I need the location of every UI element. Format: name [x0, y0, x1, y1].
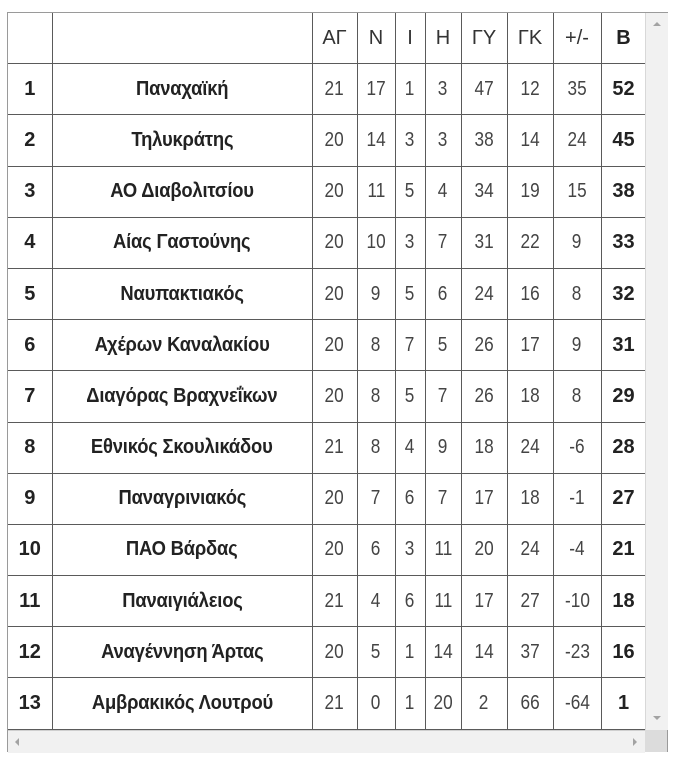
draws-cell-text: 6 — [405, 487, 415, 510]
table-row — [8, 217, 645, 268]
points-cell: 31 — [601, 320, 645, 371]
position-cell: 12 — [8, 627, 52, 678]
wins-cell-text: 11 — [367, 180, 385, 203]
scrollbar-corner — [645, 730, 667, 752]
draws-cell-text: 5 — [405, 384, 415, 407]
team-name-cell — [52, 627, 312, 678]
position-cell: 2 — [8, 115, 52, 166]
losses-cell — [425, 268, 461, 319]
wins-cell — [357, 576, 395, 627]
played-cell — [312, 320, 357, 371]
points-cell: 52 — [601, 64, 645, 115]
draws-cell — [395, 576, 425, 627]
goal-difference-cell — [553, 678, 601, 729]
goals-against-cell — [507, 371, 553, 422]
losses-cell — [425, 166, 461, 217]
wins-cell-text: 9 — [371, 282, 381, 305]
played-cell — [312, 166, 357, 217]
wins-cell-text: 10 — [366, 231, 386, 254]
table-row — [8, 627, 645, 678]
played-cell-text: 20 — [324, 487, 345, 510]
draws-cell-text: 3 — [405, 538, 415, 561]
team-name-cell — [52, 576, 312, 627]
standings-table-container — [7, 12, 668, 752]
scroll-right-arrow-icon[interactable] — [633, 738, 637, 746]
team-name-cell — [52, 320, 312, 371]
draws-cell-text: 1 — [405, 77, 415, 100]
goals-against-cell — [507, 166, 553, 217]
goals-for-cell — [461, 576, 507, 627]
goals-against-cell-text: 24 — [520, 538, 540, 561]
played-cell — [312, 473, 357, 524]
header-played: ΑΓ — [312, 13, 357, 64]
goal-difference-cell — [553, 115, 601, 166]
goal-difference-cell — [553, 166, 601, 217]
draws-cell-text: 1 — [405, 692, 415, 715]
team-name-cell-text: Αίας Γαστούνης — [113, 231, 251, 254]
goals-against-cell-text: 19 — [520, 180, 540, 203]
goal-difference-cell — [553, 371, 601, 422]
wins-cell — [357, 371, 395, 422]
table-row — [8, 268, 645, 319]
played-cell-text: 21 — [324, 589, 345, 612]
goals-for-cell — [461, 217, 507, 268]
team-name-cell-text: ΑΟ Διαβολιτσίου — [110, 180, 254, 203]
draws-cell-text: 3 — [405, 231, 415, 254]
goals-for-cell-text: 18 — [474, 436, 494, 459]
position-cell: 8 — [8, 422, 52, 473]
points-cell: 1 — [601, 678, 645, 729]
goal-difference-cell-text: 8 — [572, 282, 582, 305]
losses-cell-text: 7 — [438, 384, 448, 407]
draws-cell — [395, 678, 425, 729]
goals-against-cell — [507, 473, 553, 524]
goals-against-cell-text: 37 — [520, 640, 540, 663]
played-cell-text: 20 — [324, 282, 345, 305]
goals-for-cell — [461, 678, 507, 729]
goals-for-cell — [461, 64, 507, 115]
played-cell — [312, 217, 357, 268]
team-name-cell-text: Παναγρινιακός — [118, 487, 246, 510]
header-row — [8, 13, 645, 64]
losses-cell — [425, 627, 461, 678]
losses-cell-text: 3 — [438, 128, 448, 151]
losses-cell-text: 11 — [434, 589, 452, 612]
goal-difference-cell-text: -64 — [564, 692, 590, 715]
losses-cell — [425, 371, 461, 422]
losses-cell — [425, 115, 461, 166]
team-name-cell-text: Εθνικός Σκουλικάδου — [91, 436, 273, 459]
goals-against-cell-text: 27 — [520, 589, 540, 612]
losses-cell — [425, 217, 461, 268]
team-name-cell — [52, 422, 312, 473]
draws-cell — [395, 115, 425, 166]
wins-cell — [357, 115, 395, 166]
goals-against-cell — [507, 115, 553, 166]
draws-cell-text: 7 — [405, 333, 415, 356]
wins-cell-text: 4 — [371, 589, 381, 612]
team-name-cell — [52, 524, 312, 575]
goals-against-cell-text: 66 — [520, 692, 540, 715]
draws-cell — [395, 371, 425, 422]
goals-for-cell-text: 17 — [474, 487, 494, 510]
wins-cell — [357, 422, 395, 473]
team-name-cell-text: Τηλυκράτης — [131, 128, 233, 151]
goals-against-cell — [507, 422, 553, 473]
draws-cell — [395, 64, 425, 115]
losses-cell — [425, 524, 461, 575]
played-cell-text: 20 — [324, 538, 345, 561]
team-name-cell-text: Παναιγιάλειος — [121, 589, 243, 612]
goal-difference-cell-text: 24 — [567, 128, 587, 151]
goals-against-cell-text: 14 — [520, 128, 540, 151]
goals-against-cell — [507, 217, 553, 268]
goal-difference-cell-text: -23 — [564, 640, 590, 663]
points-cell: 38 — [601, 166, 645, 217]
goals-against-cell-text: 22 — [520, 231, 540, 254]
goal-difference-cell-text: 9 — [572, 231, 582, 254]
draws-cell-text: 4 — [405, 436, 415, 459]
goals-against-cell — [507, 576, 553, 627]
played-cell-text: 20 — [324, 128, 345, 151]
standings-table — [8, 13, 645, 730]
team-name-cell — [52, 115, 312, 166]
scroll-down-arrow-icon[interactable] — [653, 716, 661, 720]
position-cell: 7 — [8, 371, 52, 422]
goal-difference-cell — [553, 524, 601, 575]
played-cell — [312, 64, 357, 115]
played-cell — [312, 115, 357, 166]
goals-against-cell — [507, 320, 553, 371]
draws-cell — [395, 473, 425, 524]
draws-cell — [395, 627, 425, 678]
goals-against-cell-text: 12 — [520, 77, 540, 100]
goals-for-cell-text: 2 — [479, 692, 489, 715]
goal-difference-cell-text: 15 — [567, 180, 587, 203]
position-cell: 1 — [8, 64, 52, 115]
position-cell: 9 — [8, 473, 52, 524]
draws-cell — [395, 320, 425, 371]
header-wins: Ν — [357, 13, 395, 64]
position-cell: 13 — [8, 678, 52, 729]
table-viewport — [8, 13, 645, 730]
draws-cell — [395, 217, 425, 268]
header-goal-difference: +/- — [553, 13, 601, 64]
played-cell — [312, 678, 357, 729]
position-cell: 5 — [8, 268, 52, 319]
draws-cell — [395, 524, 425, 575]
goal-difference-cell-text: 8 — [572, 384, 582, 407]
losses-cell — [425, 64, 461, 115]
goals-for-cell-text: 14 — [474, 640, 494, 663]
goals-for-cell-text: 31 — [474, 231, 494, 254]
table-row — [8, 115, 645, 166]
team-name-cell — [52, 217, 312, 268]
goals-for-cell — [461, 473, 507, 524]
team-name-cell-text: Διαγόρας Βραχνεΐκων — [86, 384, 278, 407]
played-cell — [312, 371, 357, 422]
wins-cell-text: 6 — [371, 538, 381, 561]
wins-cell — [357, 678, 395, 729]
goal-difference-cell-text: 9 — [572, 333, 582, 356]
wins-cell — [357, 627, 395, 678]
goals-for-cell-text: 38 — [474, 128, 494, 151]
goal-difference-cell — [553, 473, 601, 524]
goals-against-cell — [507, 64, 553, 115]
goals-for-cell — [461, 166, 507, 217]
team-name-cell-text: Παναχαϊκή — [135, 77, 229, 100]
played-cell-text: 20 — [324, 231, 345, 254]
team-name-cell-text: ΠΑΟ Βάρδας — [126, 538, 238, 561]
played-cell-text: 21 — [324, 77, 345, 100]
goal-difference-cell — [553, 320, 601, 371]
draws-cell — [395, 422, 425, 473]
header-team — [52, 13, 312, 64]
goal-difference-cell — [553, 64, 601, 115]
draws-cell — [395, 166, 425, 217]
vertical-scrollbar[interactable] — [645, 13, 668, 730]
wins-cell — [357, 217, 395, 268]
goals-for-cell — [461, 115, 507, 166]
wins-cell — [357, 268, 395, 319]
team-name-cell-text: Αναγέννηση Άρτας — [100, 640, 264, 663]
goal-difference-cell-text: -6 — [569, 436, 585, 459]
losses-cell-text: 4 — [438, 180, 448, 203]
losses-cell-text: 3 — [438, 77, 448, 100]
draws-cell-text: 5 — [405, 282, 415, 305]
draws-cell-text: 3 — [405, 128, 415, 151]
losses-cell — [425, 473, 461, 524]
goals-for-cell-text: 26 — [474, 333, 494, 356]
played-cell-text: 20 — [324, 384, 345, 407]
wins-cell — [357, 320, 395, 371]
played-cell-text: 20 — [324, 180, 345, 203]
goals-against-cell-text: 16 — [520, 282, 540, 305]
team-name-cell — [52, 64, 312, 115]
position-cell: 6 — [8, 320, 52, 371]
goal-difference-cell-text: 35 — [567, 77, 587, 100]
team-name-cell — [52, 678, 312, 729]
goal-difference-cell-text: -1 — [569, 487, 585, 510]
played-cell-text: 21 — [324, 692, 345, 715]
goals-for-cell — [461, 371, 507, 422]
goals-against-cell-text: 18 — [520, 487, 540, 510]
losses-cell-text: 20 — [433, 692, 453, 715]
goals-against-cell — [507, 627, 553, 678]
played-cell — [312, 268, 357, 319]
draws-cell — [395, 268, 425, 319]
losses-cell-text: 6 — [438, 282, 448, 305]
position-cell: 3 — [8, 166, 52, 217]
wins-cell — [357, 166, 395, 217]
played-cell — [312, 576, 357, 627]
goal-difference-cell — [553, 422, 601, 473]
wins-cell-text: 8 — [371, 384, 381, 407]
table-row — [8, 64, 645, 115]
wins-cell-text: 17 — [366, 77, 386, 100]
table-row — [8, 422, 645, 473]
losses-cell — [425, 320, 461, 371]
wins-cell-text: 0 — [371, 692, 381, 715]
table-row — [8, 576, 645, 627]
team-name-cell — [52, 166, 312, 217]
table-row — [8, 320, 645, 371]
goal-difference-cell — [553, 268, 601, 319]
position-cell: 10 — [8, 524, 52, 575]
goals-for-cell — [461, 422, 507, 473]
wins-cell — [357, 473, 395, 524]
losses-cell-text: 5 — [438, 333, 448, 356]
wins-cell-text: 8 — [371, 333, 381, 356]
points-cell: 33 — [601, 217, 645, 268]
goal-difference-cell-text: -10 — [564, 589, 590, 612]
goal-difference-cell — [553, 627, 601, 678]
header-goals-against: ΓΚ — [507, 13, 553, 64]
goals-against-cell-text: 18 — [520, 384, 540, 407]
wins-cell — [357, 64, 395, 115]
points-cell: 45 — [601, 115, 645, 166]
points-cell: 16 — [601, 627, 645, 678]
header-losses: Η — [425, 13, 461, 64]
points-cell: 28 — [601, 422, 645, 473]
points-cell: 27 — [601, 473, 645, 524]
played-cell-text: 21 — [324, 436, 345, 459]
losses-cell — [425, 678, 461, 729]
team-name-cell-text: Ναυπακτιακός — [120, 282, 244, 305]
goal-difference-cell-text: -4 — [569, 538, 585, 561]
goals-for-cell — [461, 320, 507, 371]
team-name-cell — [52, 473, 312, 524]
scroll-left-arrow-icon[interactable] — [15, 738, 19, 746]
goals-against-cell-text: 24 — [520, 436, 540, 459]
losses-cell-text: 11 — [434, 538, 452, 561]
horizontal-scrollbar[interactable] — [8, 730, 645, 753]
goals-against-cell — [507, 678, 553, 729]
table-row — [8, 371, 645, 422]
header-goals-for: ΓΥ — [461, 13, 507, 64]
losses-cell — [425, 422, 461, 473]
points-cell: 32 — [601, 268, 645, 319]
points-cell: 29 — [601, 371, 645, 422]
goals-for-cell-text: 26 — [474, 384, 494, 407]
table-row — [8, 524, 645, 575]
position-cell: 4 — [8, 217, 52, 268]
played-cell-text: 20 — [324, 333, 345, 356]
losses-cell-text: 7 — [438, 231, 448, 254]
goal-difference-cell — [553, 576, 601, 627]
wins-cell-text: 8 — [371, 436, 381, 459]
goals-against-cell — [507, 524, 553, 575]
goals-against-cell — [507, 268, 553, 319]
played-cell — [312, 524, 357, 575]
table-row — [8, 473, 645, 524]
goal-difference-cell — [553, 217, 601, 268]
points-cell: 21 — [601, 524, 645, 575]
losses-cell-text: 14 — [433, 640, 453, 663]
draws-cell-text: 1 — [405, 640, 415, 663]
header-position — [8, 13, 52, 64]
draws-cell-text: 6 — [405, 589, 415, 612]
goals-for-cell — [461, 627, 507, 678]
played-cell — [312, 627, 357, 678]
goals-for-cell-text: 24 — [474, 282, 494, 305]
goals-for-cell-text: 34 — [474, 180, 494, 203]
losses-cell — [425, 576, 461, 627]
goals-for-cell-text: 47 — [474, 77, 494, 100]
played-cell-text: 20 — [324, 640, 345, 663]
losses-cell-text: 9 — [438, 436, 448, 459]
goals-for-cell — [461, 268, 507, 319]
goals-for-cell-text: 20 — [474, 538, 494, 561]
goals-against-cell-text: 17 — [520, 333, 540, 356]
wins-cell — [357, 524, 395, 575]
scroll-up-arrow-icon[interactable] — [653, 22, 661, 26]
team-name-cell-text: Αχέρων Καναλακίου — [94, 333, 270, 356]
wins-cell-text: 7 — [371, 487, 381, 510]
team-name-cell — [52, 371, 312, 422]
table-row — [8, 166, 645, 217]
draws-cell-text: 5 — [405, 180, 415, 203]
team-name-cell — [52, 268, 312, 319]
team-name-cell-text: Αμβρακικός Λουτρού — [91, 692, 273, 715]
table-row — [8, 678, 645, 729]
header-points: Β — [601, 13, 645, 64]
wins-cell-text: 5 — [371, 640, 381, 663]
position-cell: 11 — [8, 576, 52, 627]
goals-for-cell-text: 17 — [474, 589, 494, 612]
header-draws: Ι — [395, 13, 425, 64]
wins-cell-text: 14 — [366, 128, 386, 151]
points-cell: 18 — [601, 576, 645, 627]
goals-for-cell — [461, 524, 507, 575]
losses-cell-text: 7 — [438, 487, 448, 510]
played-cell — [312, 422, 357, 473]
